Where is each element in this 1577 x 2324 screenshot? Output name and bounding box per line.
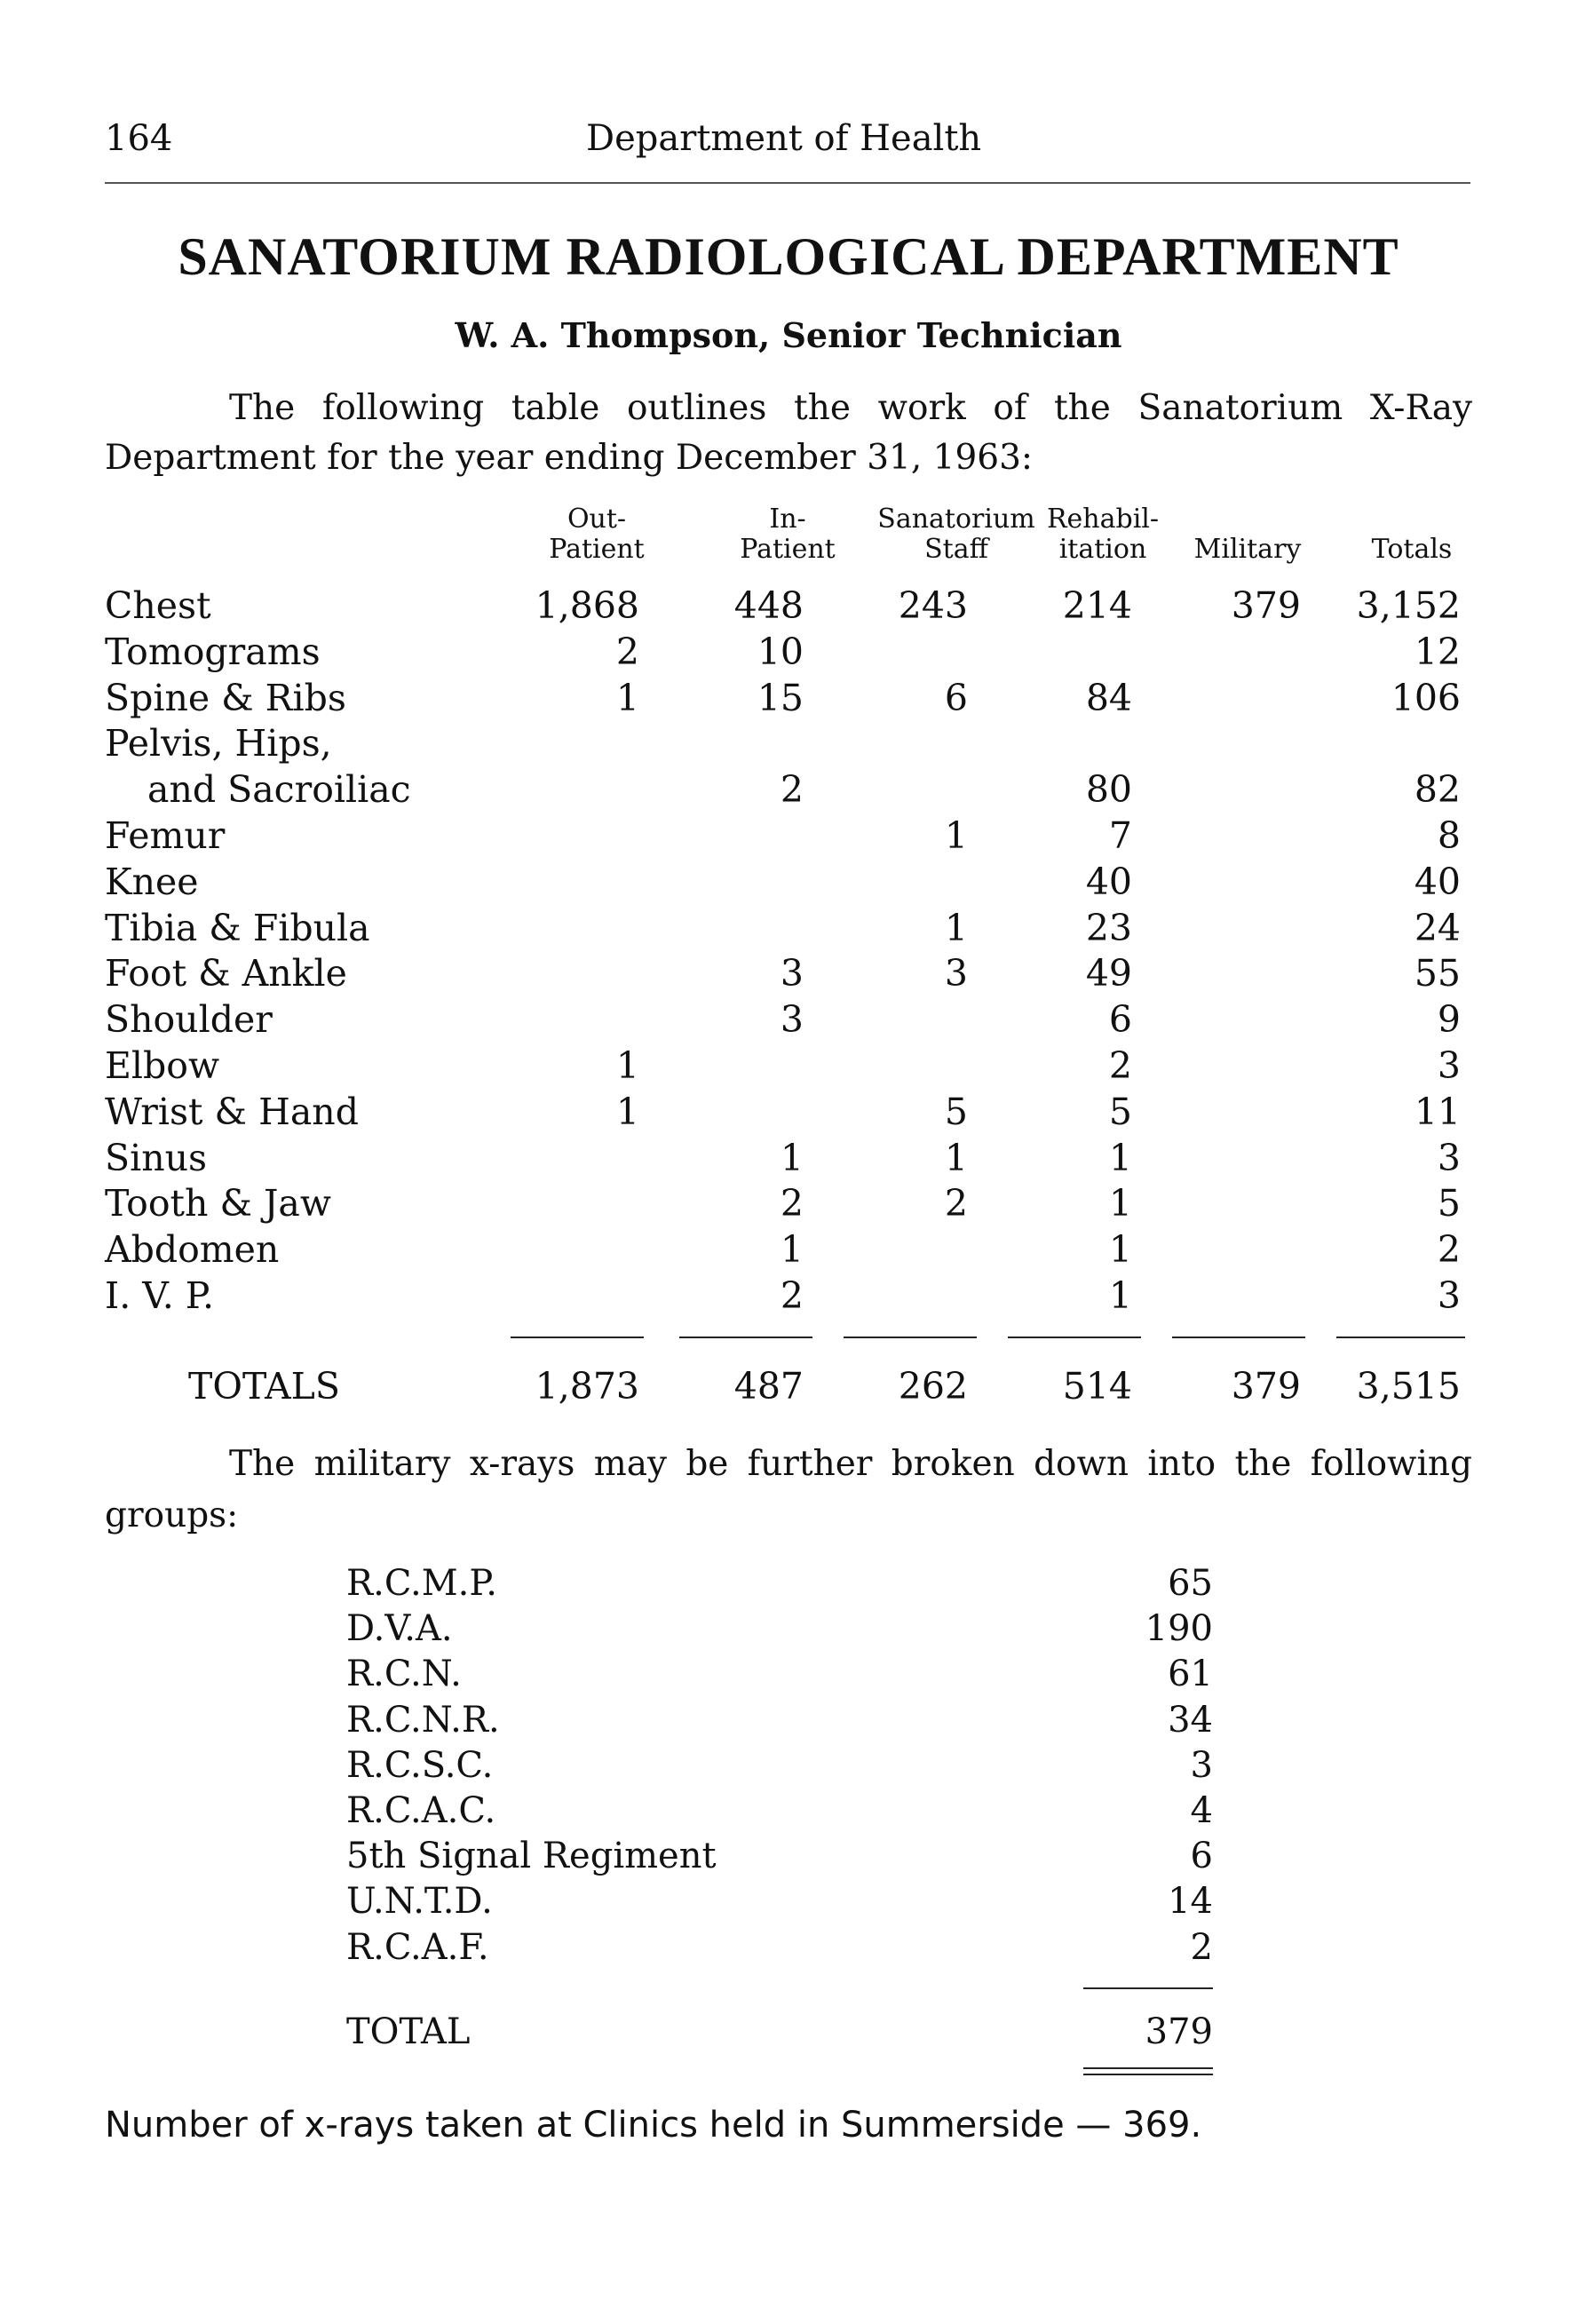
clinic-note: Number of x-rays taken at Clinics held in Summerside — 369.	[105, 2105, 1202, 2146]
row-label: Tomograms	[105, 631, 321, 673]
column-header: Out- Patient	[549, 504, 645, 565]
table-cell: 3	[780, 998, 804, 1041]
table-cell: 9	[1437, 998, 1461, 1041]
table-cell: 1	[780, 1228, 804, 1271]
row-label: Abdomen	[105, 1228, 280, 1271]
row-label: Wrist & Hand	[105, 1091, 359, 1133]
column-header: Totals	[1371, 534, 1453, 565]
table-cell: 1,868	[535, 584, 639, 627]
military-group-count: 6	[1190, 1836, 1213, 1876]
totals-rule	[1008, 1336, 1141, 1338]
table-cell: 5	[1437, 1182, 1461, 1225]
table-cell: 12	[1414, 631, 1461, 673]
military-group-count: 4	[1190, 1790, 1213, 1831]
table-cell: 3	[1437, 1044, 1461, 1087]
table-cell: 15	[757, 677, 804, 719]
author-line: W. A. Thompson, Senior Technician	[455, 315, 1122, 355]
page-number: 164	[105, 118, 173, 159]
military-group-label: R.C.N.R.	[346, 1700, 500, 1741]
military-group-label: 5th Signal Regiment	[346, 1836, 717, 1876]
table-cell: 1	[615, 1091, 639, 1133]
column-header: Rehabil- itation	[1046, 504, 1160, 565]
row-label: Foot & Ankle	[105, 952, 347, 995]
row-label: Elbow	[105, 1044, 220, 1087]
military-group-label: R.C.A.C.	[346, 1790, 496, 1831]
table-cell: 1	[780, 1137, 804, 1179]
table-cell: 40	[1085, 861, 1132, 903]
table-cell: 3,152	[1356, 584, 1461, 627]
military-group-count: 190	[1145, 1608, 1213, 1649]
row-label: Tibia & Fibula	[105, 907, 370, 949]
row-label: Spine & Ribs	[105, 677, 346, 719]
table-cell: 5	[944, 1091, 968, 1133]
intro-paragraph: The following table outlines the work of the Sanatorium X-Ray Department for the year ending December 31, 1963:	[105, 388, 1472, 478]
row-label: Pelvis, Hips,	[105, 722, 332, 765]
table-cell: 1	[1108, 1228, 1132, 1271]
military-group-label: R.C.S.C.	[346, 1745, 494, 1786]
military-group-count: 2	[1190, 1927, 1213, 1968]
military-group-count: 61	[1168, 1654, 1213, 1694]
table-cell: 24	[1414, 907, 1461, 949]
row-label: Knee	[105, 861, 199, 903]
totals-cell: 1,873	[535, 1365, 639, 1408]
table-cell: 55	[1414, 952, 1461, 995]
table-cell: 1	[1108, 1182, 1132, 1225]
table-cell: 49	[1085, 952, 1132, 995]
totals-cell: 514	[1062, 1365, 1132, 1408]
table-cell: 2	[1108, 1044, 1132, 1087]
table-cell: 106	[1391, 677, 1461, 719]
military-total-double-rule	[1083, 2074, 1213, 2075]
table-cell: 6	[1108, 998, 1132, 1041]
table-cell: 214	[1062, 584, 1132, 627]
running-header: Department of Health	[586, 118, 982, 159]
military-total-count: 379	[1145, 2011, 1213, 2052]
row-label: Shoulder	[105, 998, 273, 1041]
table-cell: 2	[780, 1274, 804, 1317]
table-cell: 2	[780, 768, 804, 811]
table-cell: 2	[1437, 1228, 1461, 1271]
row-label: I. V. P.	[105, 1274, 215, 1317]
table-cell: 448	[733, 584, 804, 627]
table-cell: 7	[1108, 814, 1132, 857]
totals-rule	[1336, 1336, 1465, 1338]
military-group-label: R.C.A.F.	[346, 1927, 489, 1968]
totals-rule	[511, 1336, 644, 1338]
totals-rule	[1172, 1336, 1305, 1338]
table-cell: 1	[1108, 1137, 1132, 1179]
table-cell: 1	[944, 814, 968, 857]
table-cell: 1	[944, 907, 968, 949]
table-cell: 8	[1437, 814, 1461, 857]
table-cell: 1	[615, 677, 639, 719]
military-group-count: 3	[1190, 1745, 1213, 1786]
page-title: SANATORIUM RADIOLOGICAL DEPARTMENT	[178, 227, 1399, 286]
military-group-count: 34	[1168, 1700, 1213, 1741]
military-group-label: D.V.A.	[346, 1608, 453, 1649]
military-total-double-rule	[1083, 2067, 1213, 2069]
row-label: Sinus	[105, 1137, 208, 1179]
table-cell: 3	[1437, 1274, 1461, 1317]
totals-cell: 3,515	[1356, 1365, 1461, 1408]
table-cell: 6	[944, 677, 968, 719]
table-cell: 3	[1437, 1137, 1461, 1179]
column-header: Sanatorium Staff	[877, 504, 1035, 565]
totals-rule	[679, 1336, 812, 1338]
military-intro-paragraph: The military x-rays may be further broken down into the following groups:	[105, 1444, 1472, 1535]
table-cell: 84	[1085, 677, 1132, 719]
table-cell: 243	[898, 584, 968, 627]
table-cell: 40	[1414, 861, 1461, 903]
table-cell: 1	[944, 1137, 968, 1179]
table-cell: 10	[757, 631, 804, 673]
totals-cell: 262	[898, 1365, 968, 1408]
header-rule	[105, 182, 1470, 184]
table-cell: 5	[1108, 1091, 1132, 1133]
totals-cell: 487	[733, 1365, 804, 1408]
column-header: Military	[1193, 534, 1302, 565]
table-cell: 80	[1085, 768, 1132, 811]
totals-cell: 379	[1231, 1365, 1301, 1408]
table-cell: 1	[1108, 1274, 1132, 1317]
military-total-label: TOTAL	[346, 2011, 471, 2052]
totals-rule	[844, 1336, 977, 1338]
military-group-label: U.N.T.D.	[346, 1881, 493, 1922]
table-cell: 2	[944, 1182, 968, 1225]
row-label: Tooth & Jaw	[105, 1182, 331, 1225]
table-cell: 379	[1231, 584, 1301, 627]
totals-label: TOTALS	[188, 1365, 340, 1408]
military-total-rule	[1083, 1987, 1213, 1989]
military-group-label: R.C.M.P.	[346, 1563, 497, 1604]
row-label: Femur	[105, 814, 226, 857]
table-cell: 82	[1414, 768, 1461, 811]
table-cell: 2	[615, 631, 639, 673]
military-group-count: 65	[1168, 1563, 1213, 1604]
row-label: and Sacroiliac	[147, 768, 411, 811]
table-cell: 3	[944, 952, 968, 995]
military-group-label: R.C.N.	[346, 1654, 462, 1694]
table-cell: 11	[1414, 1091, 1461, 1133]
table-cell: 1	[615, 1044, 639, 1087]
table-cell: 3	[780, 952, 804, 995]
row-label: Chest	[105, 584, 211, 627]
table-cell: 2	[780, 1182, 804, 1225]
military-group-count: 14	[1168, 1881, 1213, 1922]
column-header: In- Patient	[740, 504, 836, 565]
table-cell: 23	[1085, 907, 1132, 949]
